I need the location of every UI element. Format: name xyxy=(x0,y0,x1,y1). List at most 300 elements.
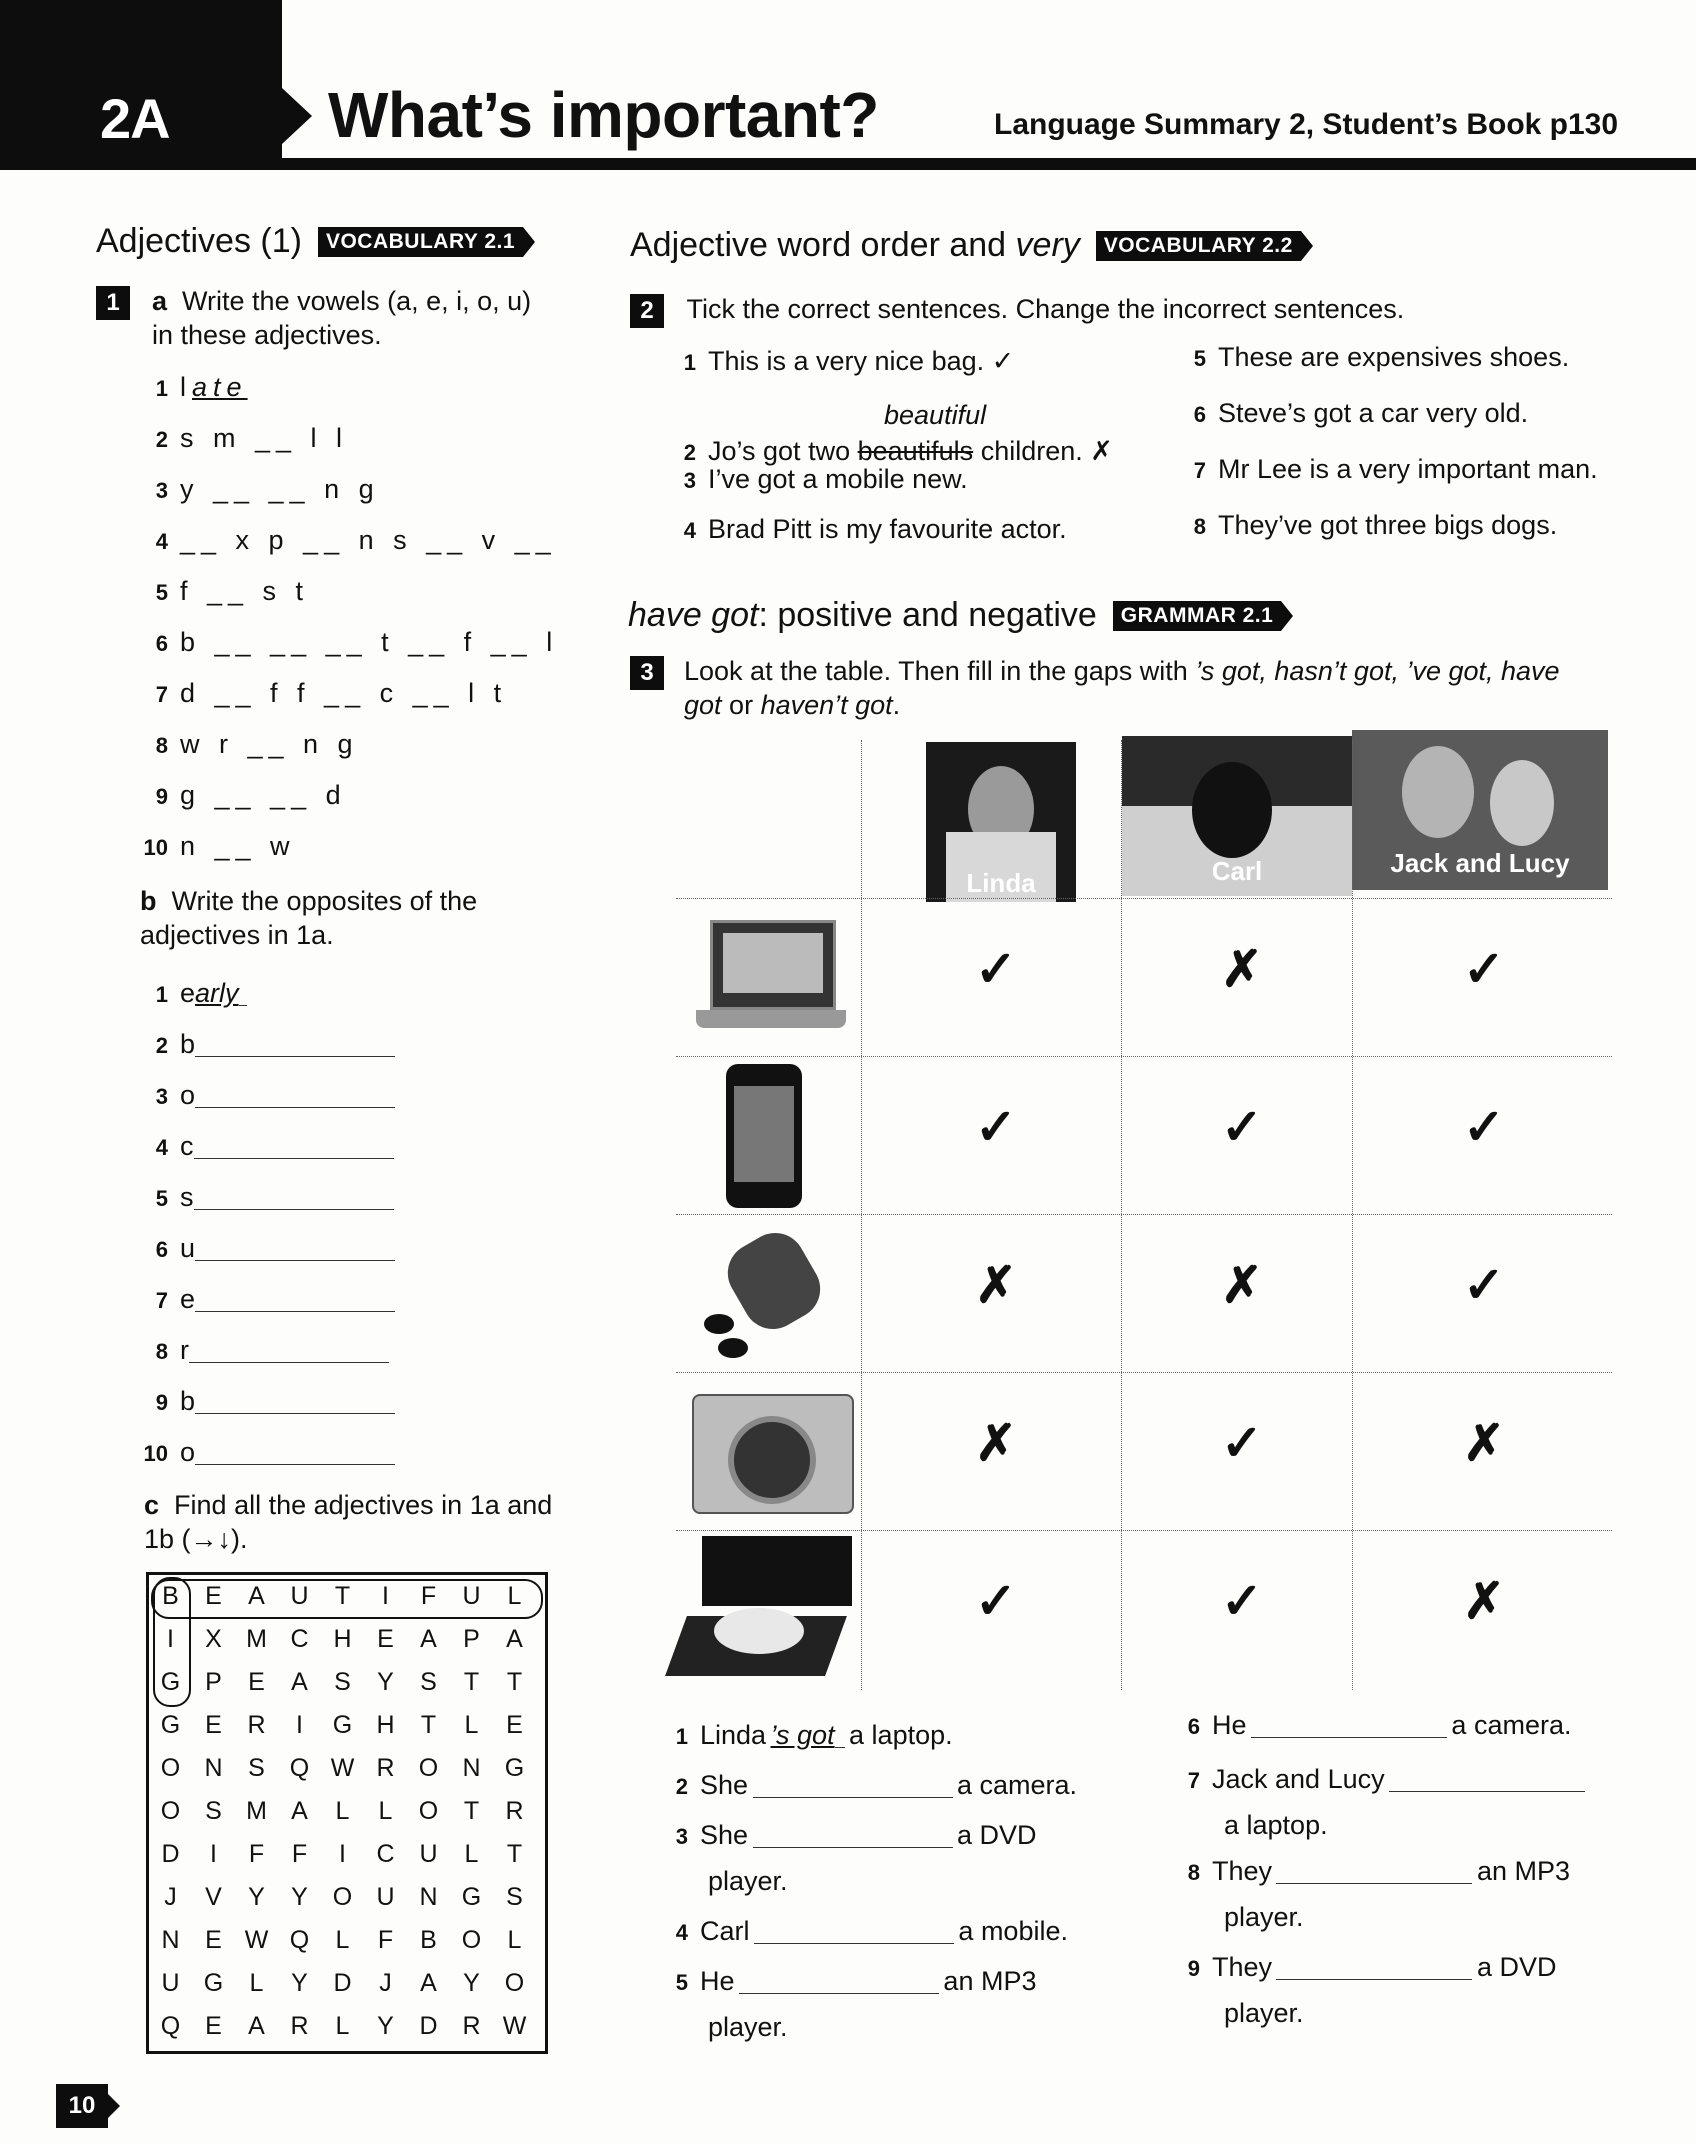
answer-blank xyxy=(195,1234,395,1261)
sentence-item xyxy=(1190,510,1557,541)
item-number: 10 xyxy=(143,835,168,860)
subject: Jack and Lucy xyxy=(1212,1764,1385,1794)
row-divider xyxy=(676,1056,1612,1057)
mp3-body xyxy=(717,1222,831,1340)
wordsearch-letter: U xyxy=(161,1969,180,1997)
person-name: Linda xyxy=(966,868,1036,898)
item-number: 3 xyxy=(683,468,696,493)
wordsearch-letter: G xyxy=(203,1969,224,1997)
struck-word: beautifuls xyxy=(857,436,974,466)
wordsearch-letter: U xyxy=(419,1840,438,1868)
wordsearch-letter: S xyxy=(334,1668,351,1696)
header-rule xyxy=(282,158,1696,170)
sentence-rest: a camera. xyxy=(1451,1710,1572,1740)
dvd-disc xyxy=(714,1608,804,1654)
word-puzzle: f __ s t xyxy=(180,576,310,606)
wordsearch-letter: A xyxy=(248,1582,265,1610)
tick-mark: ✓ xyxy=(1221,1573,1263,1629)
wordsearch-letter: A xyxy=(248,2012,265,2040)
instruction-3 xyxy=(684,654,1570,722)
sentence-rest: an MP3 xyxy=(1476,1856,1570,1886)
wordsearch-letter: I xyxy=(382,1582,389,1610)
item-number: 7 xyxy=(155,682,168,707)
sentence-rest: a mobile. xyxy=(958,1916,1068,1946)
tick-mark: ✓ xyxy=(1463,941,1505,997)
item-number: 4 xyxy=(155,1135,168,1160)
wordsearch-letter: U xyxy=(376,1883,395,1911)
vowel-item xyxy=(138,729,359,760)
earphone xyxy=(704,1314,734,1334)
word-puzzle: w r __ n g xyxy=(180,729,359,759)
sentence-text: Brad Pitt is my favourite actor. xyxy=(708,514,1067,544)
wordsearch-letter: B xyxy=(162,1582,179,1610)
wordsearch-letter: L xyxy=(507,1926,522,1954)
exercise-1a xyxy=(96,284,556,352)
sentence-text: This is a very nice bag. ✓ xyxy=(708,346,1015,376)
item-number: 5 xyxy=(1193,346,1206,371)
wordsearch-letter: O xyxy=(461,1926,482,1954)
wordsearch-letter: A xyxy=(291,1668,308,1696)
exercise-number: 2 xyxy=(630,294,664,328)
wordsearch-letter: I xyxy=(296,1711,303,1739)
section-heading-have-got xyxy=(628,596,1281,635)
sentence-text: Jo’s got two xyxy=(708,436,858,466)
heading-emphasis: very xyxy=(1015,226,1080,264)
wordsearch-letter: R xyxy=(462,2012,481,2040)
wordsearch-letter: X xyxy=(205,1625,222,1653)
wordsearch-letter: Y xyxy=(377,1668,394,1696)
wordsearch-letter: C xyxy=(290,1625,309,1653)
subject: He xyxy=(1212,1710,1247,1740)
found-word-highlight xyxy=(151,1579,543,1619)
wordsearch-letter: C xyxy=(376,1840,395,1868)
wordsearch-letter: M xyxy=(246,1797,267,1825)
cross-mark: ✗ xyxy=(1221,941,1263,997)
opposite-item xyxy=(138,1029,395,1060)
wordsearch-letter: S xyxy=(506,1883,523,1911)
wordsearch-letter: Y xyxy=(248,1883,265,1911)
cross-mark: ✗ xyxy=(975,1415,1017,1471)
wordsearch-letter: J xyxy=(379,1969,392,1997)
wordsearch-letter: L xyxy=(378,1797,393,1825)
answer-blank xyxy=(195,1030,395,1057)
wordsearch-letter: E xyxy=(205,1926,222,1954)
gapfill-item xyxy=(1184,1710,1571,1741)
column-divider xyxy=(1352,740,1353,1690)
wordsearch-grid xyxy=(146,1572,548,2054)
subject: They xyxy=(1212,1952,1273,1982)
item-number: 10 xyxy=(143,1441,168,1466)
grammar-badge: GRAMMAR 2.1 xyxy=(1113,601,1282,631)
gapfill-item xyxy=(672,1720,953,1751)
found-word-highlight xyxy=(153,1577,191,1707)
wordsearch-letter: N xyxy=(204,1754,223,1782)
wordsearch-letter: I xyxy=(210,1840,217,1868)
item-number: 6 xyxy=(155,1237,168,1262)
column-divider xyxy=(861,740,862,1690)
instruction-1c xyxy=(144,1488,564,1556)
continuation: a laptop. xyxy=(1224,1810,1328,1840)
continuation: player. xyxy=(708,2012,788,2042)
sentence-item xyxy=(1190,454,1598,485)
vowel-item xyxy=(138,525,557,556)
item-number: 6 xyxy=(155,631,168,656)
item-number: 6 xyxy=(1187,1714,1200,1739)
answer-blank xyxy=(195,1438,395,1465)
exercise-3 xyxy=(630,654,1570,722)
column-divider xyxy=(1121,740,1122,1690)
wordsearch-letter: A xyxy=(506,1625,523,1653)
wordsearch-letter: O xyxy=(418,1797,439,1825)
start-letter: e xyxy=(180,1284,196,1314)
part-letter: b xyxy=(140,886,157,916)
item-number: 8 xyxy=(1193,514,1206,539)
item-number: 8 xyxy=(155,733,168,758)
opposite-item xyxy=(138,1131,394,1162)
camera-lens xyxy=(728,1416,816,1504)
item-number: 7 xyxy=(1187,1768,1200,1793)
start-letter: c xyxy=(180,1131,194,1161)
row-divider xyxy=(676,1530,1612,1531)
laptop-display xyxy=(723,933,823,993)
wordsearch-letter: W xyxy=(330,1754,355,1782)
word-puzzle: g __ __ d xyxy=(180,780,347,810)
wordsearch-letter: G xyxy=(504,1754,525,1782)
wordsearch-letter: G xyxy=(461,1883,482,1911)
vocabulary-badge: VOCABULARY 2.2 xyxy=(1096,231,1301,261)
tick-mark: ✓ xyxy=(975,941,1017,997)
sentence-rest: a laptop. xyxy=(849,1720,953,1750)
instruction-text: Write the opposites of the adjectives in 1a. xyxy=(140,886,478,950)
wordsearch-letter: E xyxy=(506,1711,523,1739)
letter: t xyxy=(213,372,227,402)
wordsearch-letter: F xyxy=(291,1840,308,1868)
wordsearch-letter: L xyxy=(335,1797,350,1825)
wordsearch-letter: R xyxy=(290,2012,309,2040)
sentence-text: Steve’s got a car very old. xyxy=(1218,398,1529,428)
wordsearch-letter: E xyxy=(377,1625,394,1653)
wordsearch-letter: W xyxy=(244,1926,269,1954)
instruction-options: ’s got, hasn’t got, ’ve got, have got xyxy=(684,656,1560,720)
item-number: 5 xyxy=(155,580,168,605)
heading-text: Adjective word order and xyxy=(630,226,1007,264)
sentence-rest: a DVD xyxy=(1476,1952,1557,1982)
wordsearch-letter: R xyxy=(376,1754,395,1782)
wordsearch-letter: J xyxy=(164,1883,177,1911)
start-letter: b xyxy=(180,1386,196,1416)
subject: They xyxy=(1212,1856,1273,1886)
instruction-text: Find all the adjectives in 1a and 1b (→↓). xyxy=(144,1490,553,1554)
item-number: 1 xyxy=(155,376,168,401)
start-letter: r xyxy=(180,1335,189,1365)
wordsearch-letter: Y xyxy=(291,1969,308,1997)
item-number: 4 xyxy=(683,518,696,543)
dvd-player-icon xyxy=(676,1536,856,1686)
wordsearch-letter: W xyxy=(502,2012,527,2040)
item-number: 7 xyxy=(155,1288,168,1313)
wordsearch-letter: H xyxy=(376,1711,395,1739)
continuation: player. xyxy=(1224,1998,1304,2028)
header-arrow xyxy=(282,88,312,144)
instruction-text: Write the vowels (a, e, i, o, u) in these adjectives. xyxy=(152,286,532,350)
sentence-text: They’ve got three bigs dogs. xyxy=(1218,510,1558,540)
continuation: player. xyxy=(708,1866,788,1896)
wordsearch-letter: Y xyxy=(377,2012,394,2040)
cross-mark: ✗ xyxy=(975,1257,1017,1313)
sentence-item xyxy=(680,464,968,495)
wordsearch-letter: R xyxy=(247,1711,266,1739)
unit-label: 2A xyxy=(100,87,170,150)
gapfill-item xyxy=(672,1820,1037,1896)
sentence-item xyxy=(1190,342,1569,373)
tick-mark: ✓ xyxy=(1463,1099,1505,1155)
wordsearch-letter: P xyxy=(463,1625,480,1653)
answer-blank xyxy=(1276,1857,1472,1884)
sentence-rest: a camera. xyxy=(956,1770,1078,1800)
opposite-item xyxy=(138,978,247,1009)
person-name: Carl xyxy=(1211,856,1263,886)
wordsearch-letter: L xyxy=(464,1840,479,1868)
opposite-item xyxy=(138,1437,395,1468)
instruction-1b xyxy=(140,884,560,952)
answer-blank xyxy=(754,1917,954,1944)
answer-blank xyxy=(739,1967,939,1994)
answer-blank xyxy=(195,1285,395,1312)
wordsearch-letter: U xyxy=(290,1582,309,1610)
wordsearch-letter: O xyxy=(160,1754,181,1782)
item-number: 1 xyxy=(155,982,168,1007)
answer-blank xyxy=(753,1771,953,1798)
letter: e xyxy=(226,372,248,402)
item-number: 2 xyxy=(155,1033,168,1058)
item-number: 4 xyxy=(675,1920,688,1945)
wordsearch-letter: T xyxy=(420,1711,437,1739)
wordsearch-letter: I xyxy=(339,1840,346,1868)
wordsearch-letter: L xyxy=(335,2012,350,2040)
subject: She xyxy=(700,1820,749,1850)
subject: He xyxy=(700,1966,735,1996)
tick-mark: ✓ xyxy=(975,1573,1017,1629)
wordsearch-letter: S xyxy=(420,1668,437,1696)
instruction-1a xyxy=(152,284,556,352)
mp3-player-icon xyxy=(694,1226,854,1366)
start-letter: b xyxy=(180,1029,196,1059)
instruction-text: or xyxy=(721,690,761,720)
answer-blank xyxy=(195,1387,395,1414)
wordsearch-letter: P xyxy=(205,1668,222,1696)
item-number: 3 xyxy=(155,478,168,503)
instruction-text: Tick the correct sentences. Change the incorrect sentences. xyxy=(686,294,1405,324)
wordsearch-letter: I xyxy=(167,1625,174,1653)
section-heading-word-order xyxy=(630,226,1301,265)
exercise-2 xyxy=(630,292,1404,328)
sentence-item xyxy=(1190,398,1528,429)
wordsearch-letter: A xyxy=(291,1797,308,1825)
cross-mark: ✗ xyxy=(1221,1257,1263,1313)
item-number: 2 xyxy=(155,427,168,452)
wordsearch-letter: L xyxy=(507,1582,522,1610)
gapfill-item xyxy=(672,1770,1077,1801)
item-number: 9 xyxy=(155,784,168,809)
linda-photo xyxy=(926,742,1076,902)
item-number: 5 xyxy=(675,1970,688,1995)
exercise-number: 1 xyxy=(96,286,130,320)
wordsearch-letter: T xyxy=(463,1797,480,1825)
item-number: 2 xyxy=(683,440,696,465)
answer: arly xyxy=(195,978,239,1008)
tick-mark: ✓ xyxy=(1463,1257,1505,1313)
answer-blank xyxy=(194,1183,394,1210)
wordsearch-letter: F xyxy=(420,1582,437,1610)
person-name: Jack and Lucy xyxy=(1390,848,1570,878)
vocabulary-badge: VOCABULARY 2.1 xyxy=(318,227,523,257)
wordsearch-letter: L xyxy=(464,1711,479,1739)
wordsearch-letter: H xyxy=(333,1625,352,1653)
wordsearch-letter: A xyxy=(420,1625,437,1653)
wordsearch-letter: F xyxy=(248,1840,265,1868)
wordsearch-letter: O xyxy=(332,1883,353,1911)
answer-blank xyxy=(1276,1953,1472,1980)
answer-blank xyxy=(239,979,247,1006)
gapfill-item xyxy=(1184,1856,1570,1932)
jack-and-lucy-photo xyxy=(1352,730,1608,890)
wordsearch-letter: D xyxy=(161,1840,180,1868)
vowel-item xyxy=(138,831,296,862)
item-number: 9 xyxy=(1187,1956,1200,1981)
item-number: 8 xyxy=(155,1339,168,1364)
vowel-item xyxy=(138,780,347,811)
wordsearch-letter: A xyxy=(420,1969,437,1997)
cross-mark: ✗ xyxy=(1463,1415,1505,1471)
sentence-item xyxy=(680,400,1113,467)
wordsearch-letter: E xyxy=(205,1582,222,1610)
answer-blank xyxy=(195,1081,395,1108)
wordsearch-letter: T xyxy=(463,1668,480,1696)
answer-blank xyxy=(835,1721,845,1748)
answer-blank xyxy=(194,1132,394,1159)
laptop-screen xyxy=(710,920,836,1010)
item-number: 5 xyxy=(155,1186,168,1211)
wordsearch-letter: L xyxy=(249,1969,264,1997)
sentence-text: children. ✗ xyxy=(973,436,1113,466)
carl-photo xyxy=(1122,736,1352,896)
section-heading-adjectives xyxy=(96,222,523,261)
word-puzzle: __ x p __ n s __ v __ xyxy=(180,525,557,555)
wordsearch-letter: N xyxy=(419,1883,438,1911)
carl-face xyxy=(1192,762,1272,858)
word-puzzle: b __ __ __ t __ f __ l xyxy=(180,627,559,657)
start-letter: o xyxy=(180,1080,196,1110)
tick-mark: ✓ xyxy=(975,1099,1017,1155)
item-number: 3 xyxy=(675,1824,688,1849)
instruction-option: haven’t got xyxy=(760,690,893,720)
mobile-screen xyxy=(734,1086,794,1182)
row-divider xyxy=(676,898,1612,899)
gapfill-item xyxy=(672,1966,1037,2042)
subject: Carl xyxy=(700,1916,750,1946)
item-number: 6 xyxy=(1193,402,1206,427)
sentence-item xyxy=(680,346,1014,377)
vowel-item xyxy=(138,423,348,454)
vowel-item xyxy=(138,627,558,658)
wordsearch-letter: Y xyxy=(291,1883,308,1911)
start-letter: s xyxy=(180,1182,194,1212)
wordsearch-letter: O xyxy=(418,1754,439,1782)
tick-mark: ✓ xyxy=(1221,1415,1263,1471)
word-puzzle: s m __ l l xyxy=(180,423,349,453)
wordsearch-letter: E xyxy=(205,1711,222,1739)
row-divider xyxy=(676,1214,1612,1215)
camera-icon xyxy=(692,1394,854,1514)
sentence-rest: a DVD xyxy=(956,1820,1037,1850)
earphone xyxy=(718,1338,748,1358)
wordsearch-letter: T xyxy=(334,1582,351,1610)
heading-text: : positive and negative xyxy=(758,596,1097,634)
wordsearch-letter: S xyxy=(205,1797,222,1825)
word-puzzle: n __ w xyxy=(180,831,296,861)
item-number: 1 xyxy=(683,350,696,375)
item-number: 1 xyxy=(675,1724,688,1749)
wordsearch-letter: N xyxy=(462,1754,481,1782)
letter: l xyxy=(180,372,192,402)
instruction-text: Look at the table. Then fill in the gaps with xyxy=(684,656,1196,686)
opposite-item xyxy=(138,1233,395,1264)
wordsearch-letter: Q xyxy=(289,1926,310,1954)
sentence-text: Mr Lee is a very important man. xyxy=(1218,454,1598,484)
wordsearch-letter: Q xyxy=(289,1754,310,1782)
page-number-arrow xyxy=(108,2094,120,2118)
answer-blank xyxy=(753,1821,953,1848)
item-number: 2 xyxy=(675,1774,688,1799)
item-number: 3 xyxy=(155,1084,168,1109)
page-title: What’s important? xyxy=(328,79,879,151)
item-number: 7 xyxy=(1193,458,1206,483)
wordsearch-letter: O xyxy=(160,1797,181,1825)
exercise-number: 3 xyxy=(630,656,664,690)
wordsearch-letter: S xyxy=(248,1754,265,1782)
row-divider xyxy=(676,1372,1612,1373)
start-letter: e xyxy=(180,978,196,1008)
vowel-item xyxy=(138,372,248,403)
opposite-item xyxy=(138,1284,395,1315)
letter: a xyxy=(192,372,214,402)
mobile-icon xyxy=(726,1064,802,1208)
laptop-base xyxy=(696,1010,846,1028)
opposite-item xyxy=(138,1386,395,1417)
heading-text: Adjectives (1) xyxy=(96,222,302,260)
subject: She xyxy=(700,1770,749,1800)
opposite-item xyxy=(138,1080,395,1111)
wordsearch-letter: Y xyxy=(463,1969,480,1997)
answer-blank xyxy=(1389,1765,1585,1792)
item-number: 8 xyxy=(1187,1860,1200,1885)
lucy-face xyxy=(1490,760,1554,846)
gapfill-item xyxy=(1184,1952,1557,2028)
wordsearch-letter: G xyxy=(332,1711,353,1739)
wordsearch-letter: U xyxy=(462,1582,481,1610)
tick-mark: ✓ xyxy=(1221,1099,1263,1155)
wordsearch-letter: G xyxy=(160,1711,181,1739)
wordsearch-letter: L xyxy=(335,1926,350,1954)
wordsearch-letter: V xyxy=(205,1883,222,1911)
instruction-text: . xyxy=(892,690,901,720)
wordsearch-letter: R xyxy=(505,1797,524,1825)
reference-text: Language Summary 2, Student’s Book p130 xyxy=(994,108,1619,141)
vowel-item xyxy=(138,576,309,607)
vowel-item xyxy=(138,474,380,505)
sentence-rest: an MP3 xyxy=(943,1966,1037,1996)
continuation: player. xyxy=(1224,1902,1304,1932)
